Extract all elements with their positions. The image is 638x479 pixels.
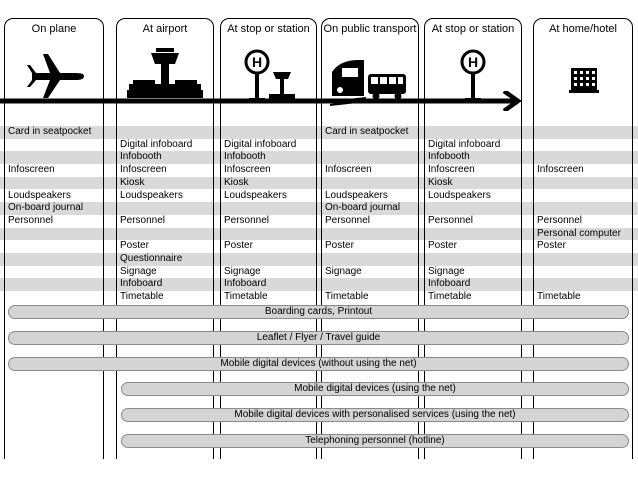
channel-cell: Card in seatpocket <box>325 126 409 137</box>
column-title: At home/hotel <box>549 23 617 35</box>
span-bar: Mobile digital devices (without using the net) <box>8 357 629 371</box>
channel-cell: Infoscreen <box>120 164 167 176</box>
channel-cell: Loudspeakers <box>325 189 388 201</box>
channel-cell: Poster <box>325 240 354 252</box>
column-title: At stop or station <box>431 23 515 35</box>
channel-cell: Timetable <box>325 291 369 303</box>
channel-cell: Poster <box>120 240 149 252</box>
channel-cell: Poster <box>428 240 457 252</box>
channel-cell: Personnel <box>8 214 54 226</box>
channel-cell: Loudspeakers <box>224 189 287 201</box>
channel-cell: Personnel <box>120 214 166 226</box>
building-icon <box>534 43 632 109</box>
channel-cell: Digital infoboard <box>224 138 297 150</box>
column-1 <box>4 18 104 459</box>
channel-cell: Signage <box>325 265 362 277</box>
channel-cell: Timetable <box>224 291 268 303</box>
channel-cell: Infobooth <box>224 151 266 163</box>
channel-cell: Personnel <box>224 214 270 226</box>
channel-cell: Card in seatpocket <box>8 126 92 137</box>
control-tower-icon <box>117 43 213 109</box>
channel-cell: Signage <box>224 265 261 277</box>
channel-cell: Timetable <box>120 291 164 303</box>
column-title: On public transport <box>323 23 417 35</box>
channel-cell: Kiosk <box>428 176 453 188</box>
span-bar: Telephoning personnel (hotline) <box>121 434 629 448</box>
channel-cell: Personnel <box>537 214 583 226</box>
channel-cell: Digital infoboard <box>120 138 193 150</box>
channel-cell: Infoscreen <box>224 164 271 176</box>
channel-cell: Signage <box>120 265 157 277</box>
channel-cell: Questionnaire <box>120 253 183 264</box>
channel-cell: Signage <box>428 265 465 277</box>
channel-cell: Infoboard <box>224 278 267 290</box>
channel-cell: Kiosk <box>120 176 145 188</box>
channel-cell: Loudspeakers <box>120 189 183 201</box>
channel-cell: Timetable <box>537 291 581 303</box>
channel-cell: Poster <box>224 240 253 252</box>
channel-cell: Kiosk <box>224 176 249 188</box>
column-title: At airport <box>142 23 188 35</box>
svg-text:H: H <box>251 54 262 70</box>
channel-cell: Infoscreen <box>428 164 475 176</box>
channel-cell: Poster <box>537 240 566 252</box>
channel-cell: Digital infoboard <box>428 138 501 150</box>
channel-cell: Loudspeakers <box>8 189 71 201</box>
channel-cell: Infobooth <box>120 151 162 163</box>
airplane-icon <box>5 43 103 109</box>
channel-cell: Infoboard <box>120 278 163 290</box>
channel-cell: Personnel <box>428 214 474 226</box>
channel-cell: Infoscreen <box>537 164 584 176</box>
channel-cell: On-board journal <box>8 202 84 214</box>
column-title: At stop or station <box>227 23 310 35</box>
column-title: On plane <box>31 23 77 35</box>
channel-cell: Infoscreen <box>8 164 55 176</box>
svg-text:H: H <box>467 54 479 70</box>
channel-cell: Infoboard <box>428 278 471 290</box>
channel-cell: Loudspeakers <box>428 189 491 201</box>
span-bar: Mobile digital devices with personalised services (using the net) <box>121 408 629 422</box>
channel-cell: Personal computer <box>537 227 621 239</box>
bus-stop-sign-icon <box>425 43 521 109</box>
channel-cell: Personnel <box>325 214 371 226</box>
train-bus-icon <box>322 43 418 109</box>
span-bar: Boarding cards, Printout <box>8 305 629 319</box>
channel-cell: Infobooth <box>428 151 470 163</box>
span-bar: Mobile digital devices (using the net) <box>121 382 629 396</box>
channel-cell: Infoscreen <box>325 164 372 176</box>
bus-stop-tower-icon <box>221 43 316 109</box>
span-bar: Leaflet / Flyer / Travel guide <box>8 331 629 345</box>
channel-cell: Timetable <box>428 291 472 303</box>
channel-cell: On-board journal <box>325 202 401 214</box>
